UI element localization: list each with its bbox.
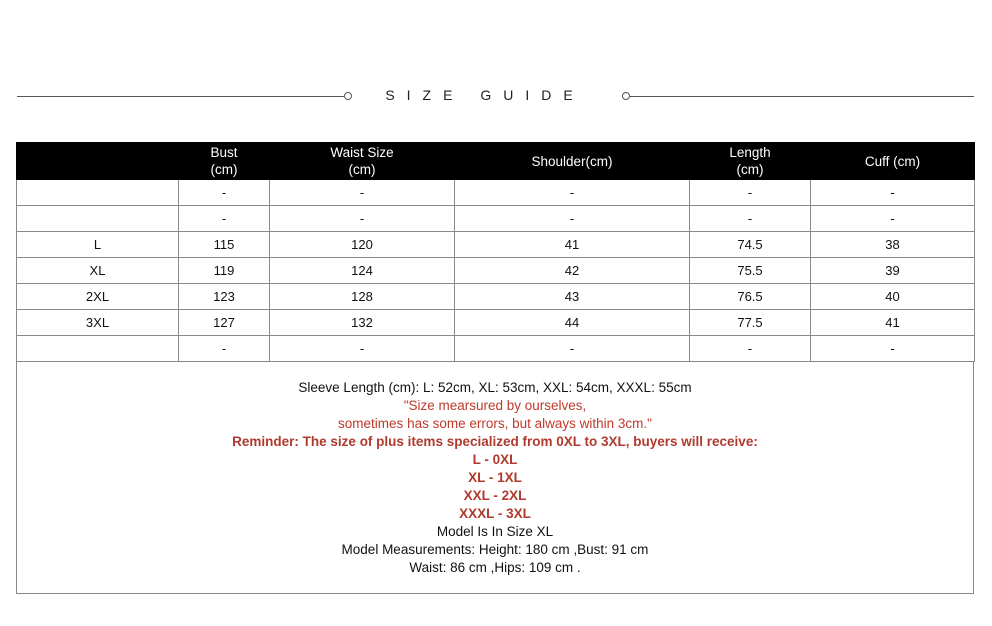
size-cell: 3XL <box>17 310 179 336</box>
measure-note-line-2: sometimes has some errors, but always within 3cm." <box>338 416 652 431</box>
measurement-cell: - <box>179 180 270 206</box>
size-guide-header <box>0 84 992 108</box>
measurement-cell: 44 <box>455 310 690 336</box>
header-circle-right-icon <box>622 92 630 100</box>
measurement-cell: 39 <box>811 258 975 284</box>
measurement-cell: - <box>455 180 690 206</box>
column-header-label: Length <box>729 145 771 160</box>
measurement-cell: 38 <box>811 232 975 258</box>
table-row <box>17 180 975 206</box>
size-cell <box>17 206 179 232</box>
size-mapping-item: XXL - 2XL <box>463 488 527 503</box>
measurement-cell: - <box>455 206 690 232</box>
size-cell <box>17 180 179 206</box>
column-header-label: Shoulder(cm) <box>531 153 613 169</box>
table-row <box>17 310 975 336</box>
column-header-label: (cm) <box>348 162 376 177</box>
measurement-cell: 40 <box>811 284 975 310</box>
table-row <box>17 284 975 310</box>
measurement-cell: 127 <box>179 310 270 336</box>
column-header-label: Bust <box>210 145 238 160</box>
measurement-cell: - <box>811 206 975 232</box>
column-header-label: Cuff (cm) <box>864 153 921 169</box>
size-cell: L <box>17 232 179 258</box>
size-cell <box>17 336 179 362</box>
column-header <box>179 143 270 180</box>
header-divider-right <box>630 96 974 97</box>
reminder-text: Reminder: The size of plus items specialized from 0XL to 3XL, buyers will receive: <box>232 434 758 449</box>
measurement-cell: 41 <box>811 310 975 336</box>
measurement-cell: 120 <box>270 232 455 258</box>
header-divider-left <box>17 96 344 97</box>
measurement-cell: 77.5 <box>690 310 811 336</box>
measurement-cell: 123 <box>179 284 270 310</box>
column-header-label: Waist Size <box>330 145 394 160</box>
column-header <box>270 143 455 180</box>
measurement-cell: 119 <box>179 258 270 284</box>
model-measurements-line-1: Model Measurements: Height: 180 cm ,Bust: 91 cm <box>341 542 649 557</box>
measurement-cell: 132 <box>270 310 455 336</box>
sleeve-length-text: Sleeve Length (cm): L: 52cm, XL: 53cm, XXL: 54cm, XXXL: 55cm <box>298 380 692 395</box>
column-header <box>690 143 811 180</box>
measurement-cell: - <box>690 206 811 232</box>
measurement-cell: - <box>270 180 455 206</box>
size-table <box>16 142 975 362</box>
measurement-cell: 128 <box>270 284 455 310</box>
measurement-cell: 115 <box>179 232 270 258</box>
column-header <box>17 143 179 180</box>
size-mapping-item: L - 0XL <box>472 452 518 467</box>
size-mapping-item: XL - 1XL <box>468 470 522 485</box>
measurement-cell: - <box>179 206 270 232</box>
measurement-cell: 76.5 <box>690 284 811 310</box>
measurement-cell: - <box>690 180 811 206</box>
measurement-cell: 74.5 <box>690 232 811 258</box>
size-mapping-item: XXXL - 3XL <box>459 506 531 521</box>
measurement-cell: - <box>811 180 975 206</box>
size-cell: XL <box>17 258 179 284</box>
column-header-label: (cm) <box>210 162 238 177</box>
measurement-cell: - <box>455 336 690 362</box>
measurement-cell: - <box>270 336 455 362</box>
model-measurements-line-2: Waist: 86 cm ,Hips: 109 cm . <box>409 560 581 575</box>
column-header <box>455 143 690 180</box>
measurement-cell: 75.5 <box>690 258 811 284</box>
measurement-cell: - <box>811 336 975 362</box>
size-notes-panel <box>16 361 974 594</box>
column-header-label: (cm) <box>736 162 764 177</box>
measurement-cell: 124 <box>270 258 455 284</box>
size-cell: 2XL <box>17 284 179 310</box>
header-circle-left-icon <box>344 92 352 100</box>
model-size-text: Model Is In Size XL <box>436 524 554 539</box>
table-row <box>17 206 975 232</box>
table-row <box>17 232 975 258</box>
table-row <box>17 258 975 284</box>
table-row <box>17 336 975 362</box>
table-header-row <box>17 143 975 180</box>
measurement-cell: - <box>270 206 455 232</box>
measurement-cell: - <box>690 336 811 362</box>
measurement-cell: 41 <box>455 232 690 258</box>
measurement-cell: 43 <box>455 284 690 310</box>
measurement-cell: 42 <box>455 258 690 284</box>
column-header <box>811 143 975 180</box>
size-guide-title: SIZE GUIDE <box>385 87 585 103</box>
measurement-cell: - <box>179 336 270 362</box>
table-body <box>17 180 975 362</box>
measure-note-line-1: "Size mearsured by ourselves, <box>403 398 587 413</box>
